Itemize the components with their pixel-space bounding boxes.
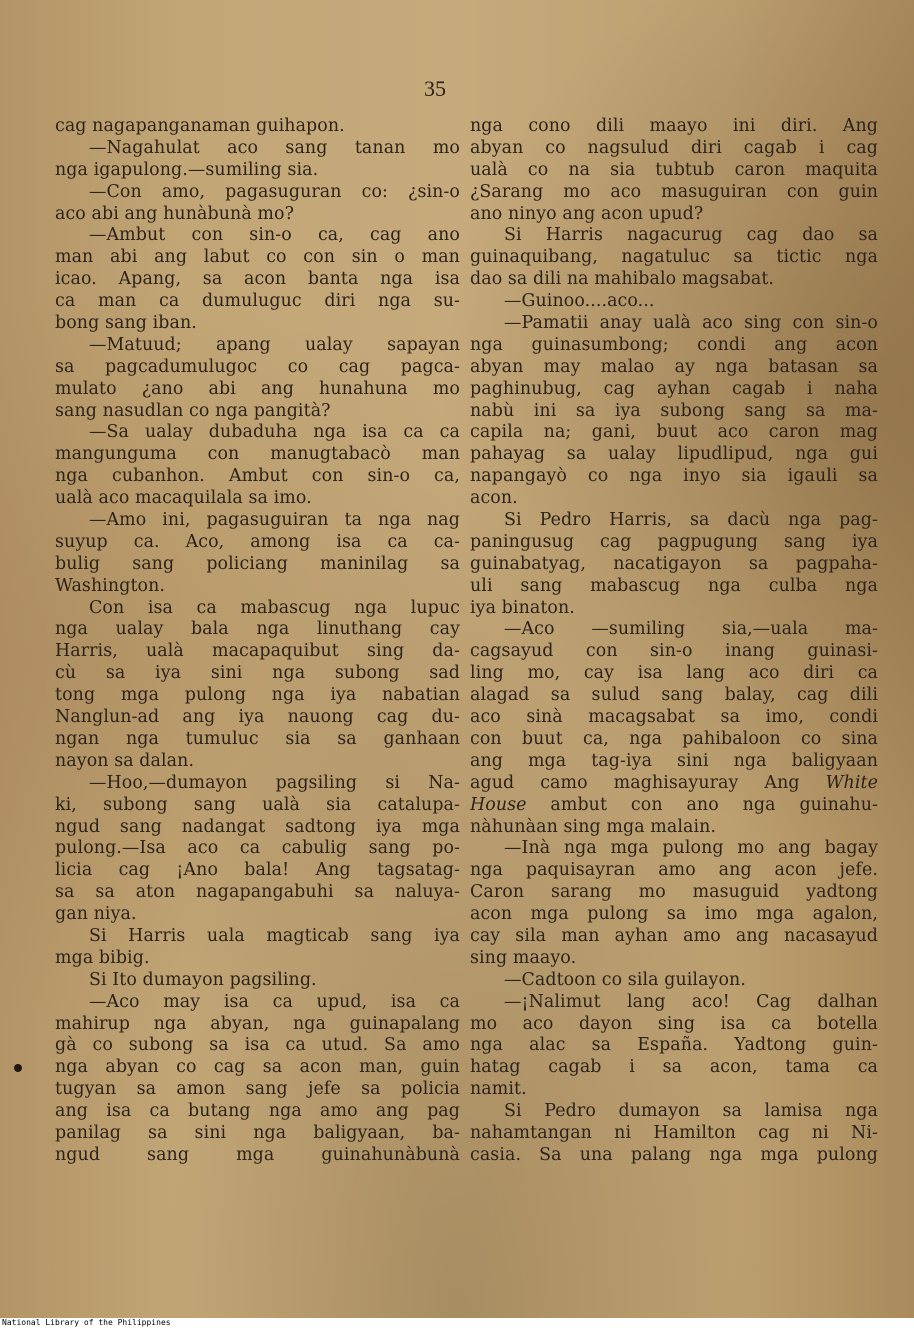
text-line: nga cono dili maayo ini diri. Ang bbox=[470, 116, 878, 136]
text-line: licia cag ¡Ano bala! Ang tagsatag- bbox=[55, 860, 460, 881]
text-line: House ambut con ano nga guinahu- bbox=[470, 794, 878, 815]
text-line: —Aco —sumiling sia,—uala ma- bbox=[504, 619, 878, 640]
text-line: ling mo, cay isa lang aco diri ca bbox=[470, 663, 878, 684]
text-line: agud camo maghisayuray Ang White bbox=[470, 772, 878, 793]
text-line: abyan co nagsulud diri cagab i cag bbox=[470, 137, 878, 158]
text-line: —Nagahulat aco sang tanan mo bbox=[89, 137, 460, 158]
text-line: nga ualay bala nga linuthang cay bbox=[55, 619, 460, 640]
text-line: Con isa ca mabascug nga lupuc bbox=[89, 597, 460, 618]
text-line: Si Harris uala magticab sang iya bbox=[89, 925, 460, 946]
page-number: 35 bbox=[424, 76, 446, 101]
text-line: panilag sa sini nga baligyaan, ba- bbox=[55, 1122, 460, 1143]
text-line: Nanglun-ad ang iya nauong cag du- bbox=[55, 707, 460, 728]
text-line: napangayò co nga inyo sia igauli sa bbox=[470, 466, 878, 487]
text-line: gan niya. bbox=[55, 904, 137, 925]
text-line: uli sang mabascug nga culba nga bbox=[470, 575, 878, 596]
text-line: nga igapulong.—sumiling sia. bbox=[55, 159, 319, 180]
footer-credit-text: National Library of the Philippines bbox=[2, 1318, 171, 1327]
text-line: sa pagcadumulugoc co cag pagca- bbox=[55, 356, 460, 377]
text-line: ang isa ca butang nga amo ang pag bbox=[55, 1101, 460, 1122]
text-line: hatag cagab i sa acon, tama ca bbox=[470, 1057, 878, 1078]
text-line: cay sila man ayhan amo ang nacasayud bbox=[470, 925, 878, 946]
footer-credit bbox=[0, 1318, 914, 1328]
text-line: nga paquisayran amo ang acon jefe. bbox=[470, 860, 878, 881]
text-line: casia. Sa una palang nga mga pulong bbox=[470, 1144, 878, 1165]
text-line: Si Pedro dumayon sa lamisa nga bbox=[504, 1101, 878, 1122]
text-line: tong mga pulong nga iya nabatian bbox=[55, 685, 460, 706]
text-line: ano ninyo ang acon upud? bbox=[470, 203, 704, 224]
text-line: —Inà nga mga pulong mo ang bagay bbox=[504, 838, 878, 859]
text-line: —Amo ini, pagasuguiran ta nga nag bbox=[89, 510, 460, 531]
text-line: paningusug cag pagpugung sang iya bbox=[470, 531, 878, 552]
text-line: gà co subong sa isa ca utud. Sa amo bbox=[55, 1035, 460, 1056]
text-line: ngud sang nadangat sadtong iya mga bbox=[55, 816, 460, 837]
text-line: ngan nga tumuluc sia sa ganhaan bbox=[55, 728, 460, 749]
text-line: ki, subong sang ualà sia catalupa- bbox=[55, 794, 460, 815]
text-line: abyan may malao ay nga batasan sa bbox=[470, 356, 878, 377]
text-line: con buut ca, nga pahibaloon co sina bbox=[470, 728, 878, 749]
text-line: mahirup nga abyan, nga guinapalang bbox=[55, 1013, 460, 1034]
text-line: Harris, ualà macapaquibut sing da- bbox=[55, 641, 460, 662]
text-line: man abi ang labut co con sin o man bbox=[55, 247, 460, 268]
text-line: ¿Sarang mo aco masuguiran con guin bbox=[470, 181, 878, 202]
text-line: bong sang iban. bbox=[55, 313, 197, 334]
text-line: —Ambut con sin-o ca, cag ano bbox=[89, 225, 460, 246]
text-line: Si Pedro Harris, sa dacù nga pag- bbox=[504, 510, 878, 531]
text-line: nga guinasumbong; condi ang acon bbox=[470, 334, 878, 355]
text-line: —Guinoo....aco... bbox=[504, 291, 655, 312]
text-line: —Hoo,—dumayon pagsiling si Na- bbox=[89, 772, 460, 793]
text-line: nàhunàan sing mga malain. bbox=[470, 816, 717, 837]
text-line: bulig sang policiang maninilag sa bbox=[55, 553, 460, 574]
text-line: acon mga pulong sa imo mga agalon, bbox=[470, 904, 878, 925]
text-line: iya binaton. bbox=[470, 597, 575, 618]
text-line: tugyan sa amon sang jefe sa policia bbox=[55, 1079, 460, 1100]
text-line: cag nagapanganaman guihapon. bbox=[55, 116, 345, 136]
text-line: ca man ca dumuluguc diri nga su- bbox=[55, 291, 460, 312]
text-line: dao sa dili na mahibalo magsabat. bbox=[470, 269, 775, 290]
text-line: nga alac sa España. Yadtong guin- bbox=[470, 1035, 878, 1056]
text-line: —¡Nalimut lang aco! Cag dalhan bbox=[504, 991, 878, 1012]
text-line: acon. bbox=[470, 488, 518, 509]
text-line: ualà co na sia tubtub caron maquita bbox=[470, 159, 878, 180]
text-line: sing maayo. bbox=[470, 947, 577, 968]
text-line: icao. Apang, sa acon banta nga isa bbox=[55, 269, 460, 290]
text-line: sang nasudlan co nga pangità? bbox=[55, 400, 331, 421]
text-line: sa sa aton nagapangabuhi sa naluya- bbox=[55, 882, 460, 903]
text-line: mo aco dayon sing isa ca botella bbox=[470, 1013, 878, 1034]
text-line: —Cadtoon co sila guilayon. bbox=[504, 969, 746, 990]
text-line: —Aco may isa ca upud, isa ca bbox=[89, 991, 460, 1012]
margin-ink-dot bbox=[14, 1064, 22, 1072]
text-line: Caron sarang mo masuguid yadtong bbox=[470, 882, 878, 903]
text-line: nabù ini sa iya subong sang sa ma- bbox=[470, 400, 878, 421]
text-line: guinaquibang, nagatuluc sa tictic nga bbox=[470, 247, 878, 268]
text-line: ngud sang mga guinahunàbunà bbox=[55, 1144, 460, 1165]
text-line: capila na; gani, buut aco caron mag bbox=[470, 422, 878, 443]
text-line: nga abyan co cag sa acon man, guin bbox=[55, 1057, 460, 1078]
text-line: Si Ito dumayon pagsiling. bbox=[89, 969, 317, 990]
text-line: nayon sa dalan. bbox=[55, 750, 195, 771]
text-line: mulato ¿ano abi ang hunahuna mo bbox=[55, 378, 460, 399]
text-line: mga bibig. bbox=[55, 947, 150, 968]
text-line: cù sa iya sini nga subong sad bbox=[55, 663, 460, 684]
text-line: pahayag sa ualay lipudlipud, nga gui bbox=[470, 444, 878, 465]
text-line: ang mga tag-iya sini nga baligyaan bbox=[470, 750, 878, 771]
text-line: —Matuud; apang ualay sapayan bbox=[89, 334, 460, 355]
text-line: suyup ca. Aco, among isa ca ca- bbox=[55, 531, 460, 552]
text-line: —Sa ualay dubaduha nga isa ca ca bbox=[89, 422, 460, 443]
text-line: Si Harris nagacurug cag dao sa bbox=[504, 225, 878, 246]
text-line: namit. bbox=[470, 1079, 527, 1100]
left-text-column bbox=[55, 116, 460, 1167]
text-line: mangunguma con manugtabacò man bbox=[55, 444, 460, 465]
text-line: aco sinà macagsabat sa imo, condi bbox=[470, 707, 878, 728]
text-line: alagad sa sulud sang balay, cag dili bbox=[470, 685, 878, 706]
text-line: pulong.—Isa aco ca cabulig sang po- bbox=[55, 838, 460, 859]
text-line: cagsayud con sin-o inang guinasi- bbox=[470, 641, 878, 662]
text-line: paghinubug, cag ayhan cagab i naha bbox=[470, 378, 878, 399]
text-line: ualà aco macaquilala sa imo. bbox=[55, 488, 312, 509]
text-line: —Pamatii anay ualà aco sing con sin-o bbox=[504, 313, 878, 334]
right-text-column bbox=[470, 116, 878, 1167]
text-line: nahamtangan ni Hamilton cag ni Ni- bbox=[470, 1122, 878, 1143]
text-line: nga cubanhon. Ambut con sin-o ca, bbox=[55, 466, 460, 487]
text-line: guinabatyag, nacatigayon sa pagpaha- bbox=[470, 553, 878, 574]
text-line: aco abi ang hunàbunà mo? bbox=[55, 203, 295, 224]
text-line: Washington. bbox=[55, 575, 166, 596]
text-line: —Con amo, pagasuguran co: ¿sin-o bbox=[89, 181, 460, 202]
